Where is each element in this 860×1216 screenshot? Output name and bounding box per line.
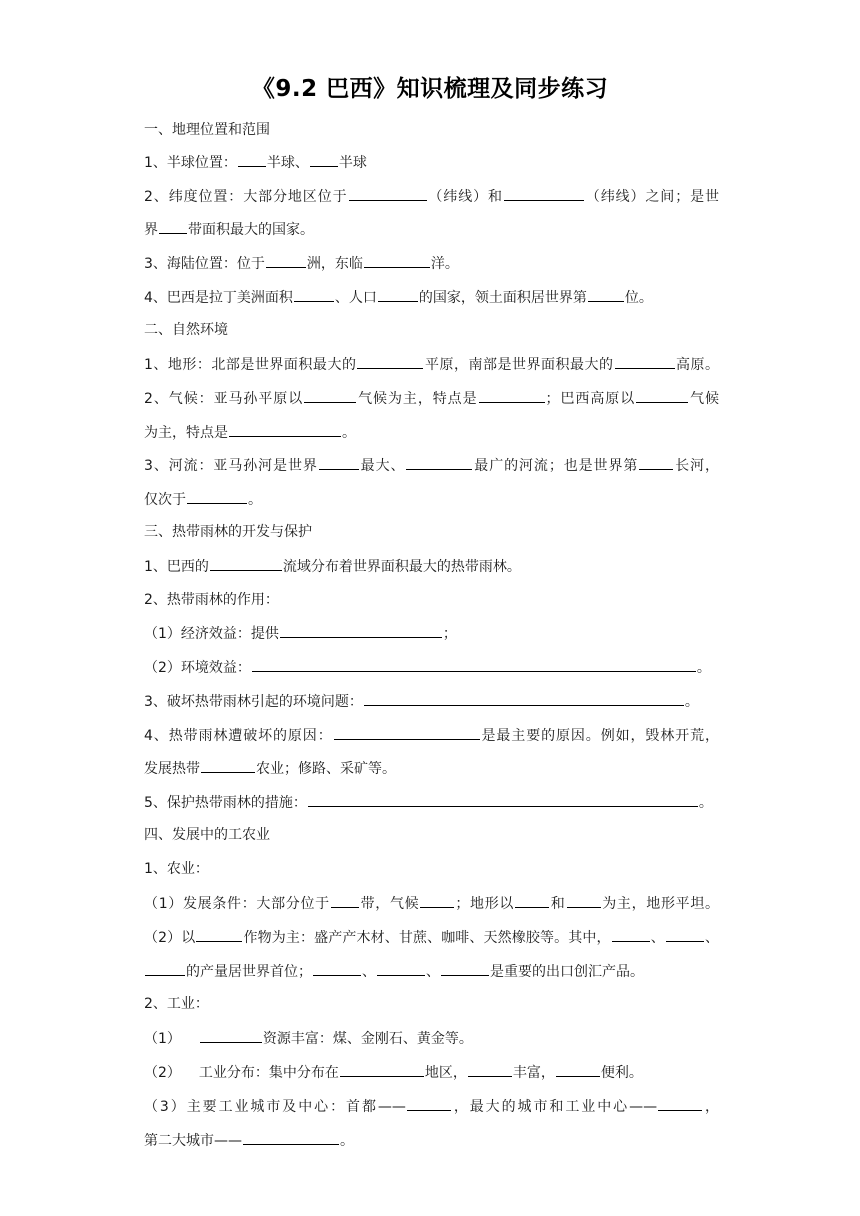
question-destruction-reason: 4、热带雨林遭破坏的原因： 是最主要的原因。例如，毁林开荒， <box>144 725 719 746</box>
answer-blank[interactable] <box>658 1096 702 1111</box>
answer-blank[interactable] <box>377 961 425 976</box>
question-rainforest-basin: 1、巴西的 流域分布着世界面积最大的热带雨林。 <box>144 556 719 577</box>
answer-blank[interactable] <box>636 388 688 403</box>
answer-blank[interactable] <box>331 893 359 908</box>
answer-blank[interactable] <box>441 961 489 976</box>
answer-blank[interactable] <box>588 287 624 302</box>
answer-blank[interactable] <box>357 354 423 369</box>
question-industry-distribution: （2） 工业分布：集中分布在 地区， 丰富， 便利。 <box>144 1062 719 1083</box>
question-agri-conditions: （1）发展条件：大部分位于 带，气候 ；地形以 和 为主，地形平坦。 <box>144 893 719 914</box>
answer-blank[interactable] <box>252 657 696 672</box>
section-heading-industry-agriculture: 四、发展中的工农业 <box>144 827 270 843</box>
question-river: 3、河流：亚马孙河是世界 最大、 最广的河流；也是世界第 长河， <box>144 455 719 476</box>
question-agri-crops-cont: 的产量居世界首位； 、 、 是重要的出口创汇产品。 <box>144 961 719 982</box>
question-environmental-problems: 3、破坏热带雨林引起的环境问题： 。 <box>144 691 719 712</box>
answer-blank[interactable] <box>319 455 359 470</box>
answer-blank[interactable] <box>210 556 282 571</box>
answer-blank[interactable] <box>308 792 698 807</box>
question-industrial-cities: （3）主要工业城市及中心：首都—— ，最大的城市和工业中心—— ， <box>144 1096 719 1117</box>
answer-blank[interactable] <box>294 287 334 302</box>
question-area-rank: 4、巴西是拉丁美洲面积 、人口 的国家，领土面积居世界第 位。 <box>144 287 719 308</box>
answer-blank[interactable] <box>340 1062 424 1077</box>
question-river-cont: 仅次于 。 <box>144 489 719 510</box>
question-terrain: 1、地形：北部是世界面积最大的 平原，南部是世界面积最大的 高原。 <box>144 354 719 375</box>
page-title: 《9.2 巴西》知识梳理及同步练习 <box>251 76 609 102</box>
question-protection-measures: 5、保护热带雨林的措施： 。 <box>144 792 719 813</box>
answer-blank[interactable] <box>468 1062 512 1077</box>
answer-blank[interactable] <box>407 1096 451 1111</box>
question-agriculture: 1、农业： <box>144 861 209 877</box>
answer-blank[interactable] <box>612 927 650 942</box>
answer-blank[interactable] <box>406 455 472 470</box>
answer-blank[interactable] <box>479 388 545 403</box>
question-sea-land: 3、海陆位置：位于 洲，东临 洋。 <box>144 253 719 274</box>
answer-blank[interactable] <box>280 623 442 638</box>
section-heading-rainforest: 三、热带雨林的开发与保护 <box>144 524 312 540</box>
answer-blank[interactable] <box>200 1028 262 1043</box>
answer-blank[interactable] <box>243 1130 339 1145</box>
answer-blank[interactable] <box>364 253 430 268</box>
answer-blank[interactable] <box>187 489 247 504</box>
answer-blank[interactable] <box>615 354 675 369</box>
answer-blank[interactable] <box>304 388 356 403</box>
answer-blank[interactable] <box>639 455 673 470</box>
question-climate: 2、气候：亚马孙平原以 气候为主，特点是 ；巴西高原以 气候 <box>144 388 719 409</box>
answer-blank[interactable] <box>378 287 418 302</box>
answer-blank[interactable] <box>266 253 306 268</box>
answer-blank[interactable] <box>196 927 242 942</box>
question-destruction-reason-cont: 发展热带 农业；修路、采矿等。 <box>144 758 719 779</box>
answer-blank[interactable] <box>556 1062 600 1077</box>
question-rainforest-roles: 2、热带雨林的作用： <box>144 592 279 608</box>
question-industrial-cities-cont: 第二大城市—— 。 <box>144 1130 719 1151</box>
answer-blank[interactable] <box>666 927 704 942</box>
question-latitude: 2、纬度位置：大部分地区位于 （纬线）和 （纬线）之间；是世 <box>144 186 719 207</box>
answer-blank[interactable] <box>310 152 338 167</box>
answer-blank[interactable] <box>504 186 584 201</box>
answer-blank[interactable] <box>515 893 549 908</box>
answer-blank[interactable] <box>145 961 185 976</box>
answer-blank[interactable] <box>238 152 266 167</box>
answer-blank[interactable] <box>334 725 480 740</box>
answer-blank[interactable] <box>567 893 601 908</box>
question-economic-benefit: （1）经济效益：提供 ； <box>144 623 719 644</box>
question-hemisphere: 1、半球位置： 半球、 半球 <box>144 152 719 173</box>
answer-blank[interactable] <box>159 219 187 234</box>
answer-blank[interactable] <box>229 422 341 437</box>
section-heading-nature: 二、自然环境 <box>144 322 228 338</box>
answer-blank[interactable] <box>201 758 255 773</box>
question-climate-cont: 为主，特点是 。 <box>144 422 719 443</box>
question-agri-crops: （2）以 作物为主：盛产产木材、甘蔗、咖啡、天然橡胶等。其中， 、 、 <box>144 927 719 948</box>
question-environmental-benefit: （2）环境效益： 。 <box>144 657 719 678</box>
question-latitude-cont: 界 带面积最大的国家。 <box>144 219 719 240</box>
answer-blank[interactable] <box>420 893 454 908</box>
answer-blank[interactable] <box>313 961 361 976</box>
answer-blank[interactable] <box>364 691 684 706</box>
section-heading-location: 一、地理位置和范围 <box>144 122 270 138</box>
answer-blank[interactable] <box>349 186 427 201</box>
question-industry: 2、工业： <box>144 996 209 1012</box>
question-mineral-resources: （1） 资源丰富：煤、金刚石、黄金等。 <box>144 1028 719 1049</box>
